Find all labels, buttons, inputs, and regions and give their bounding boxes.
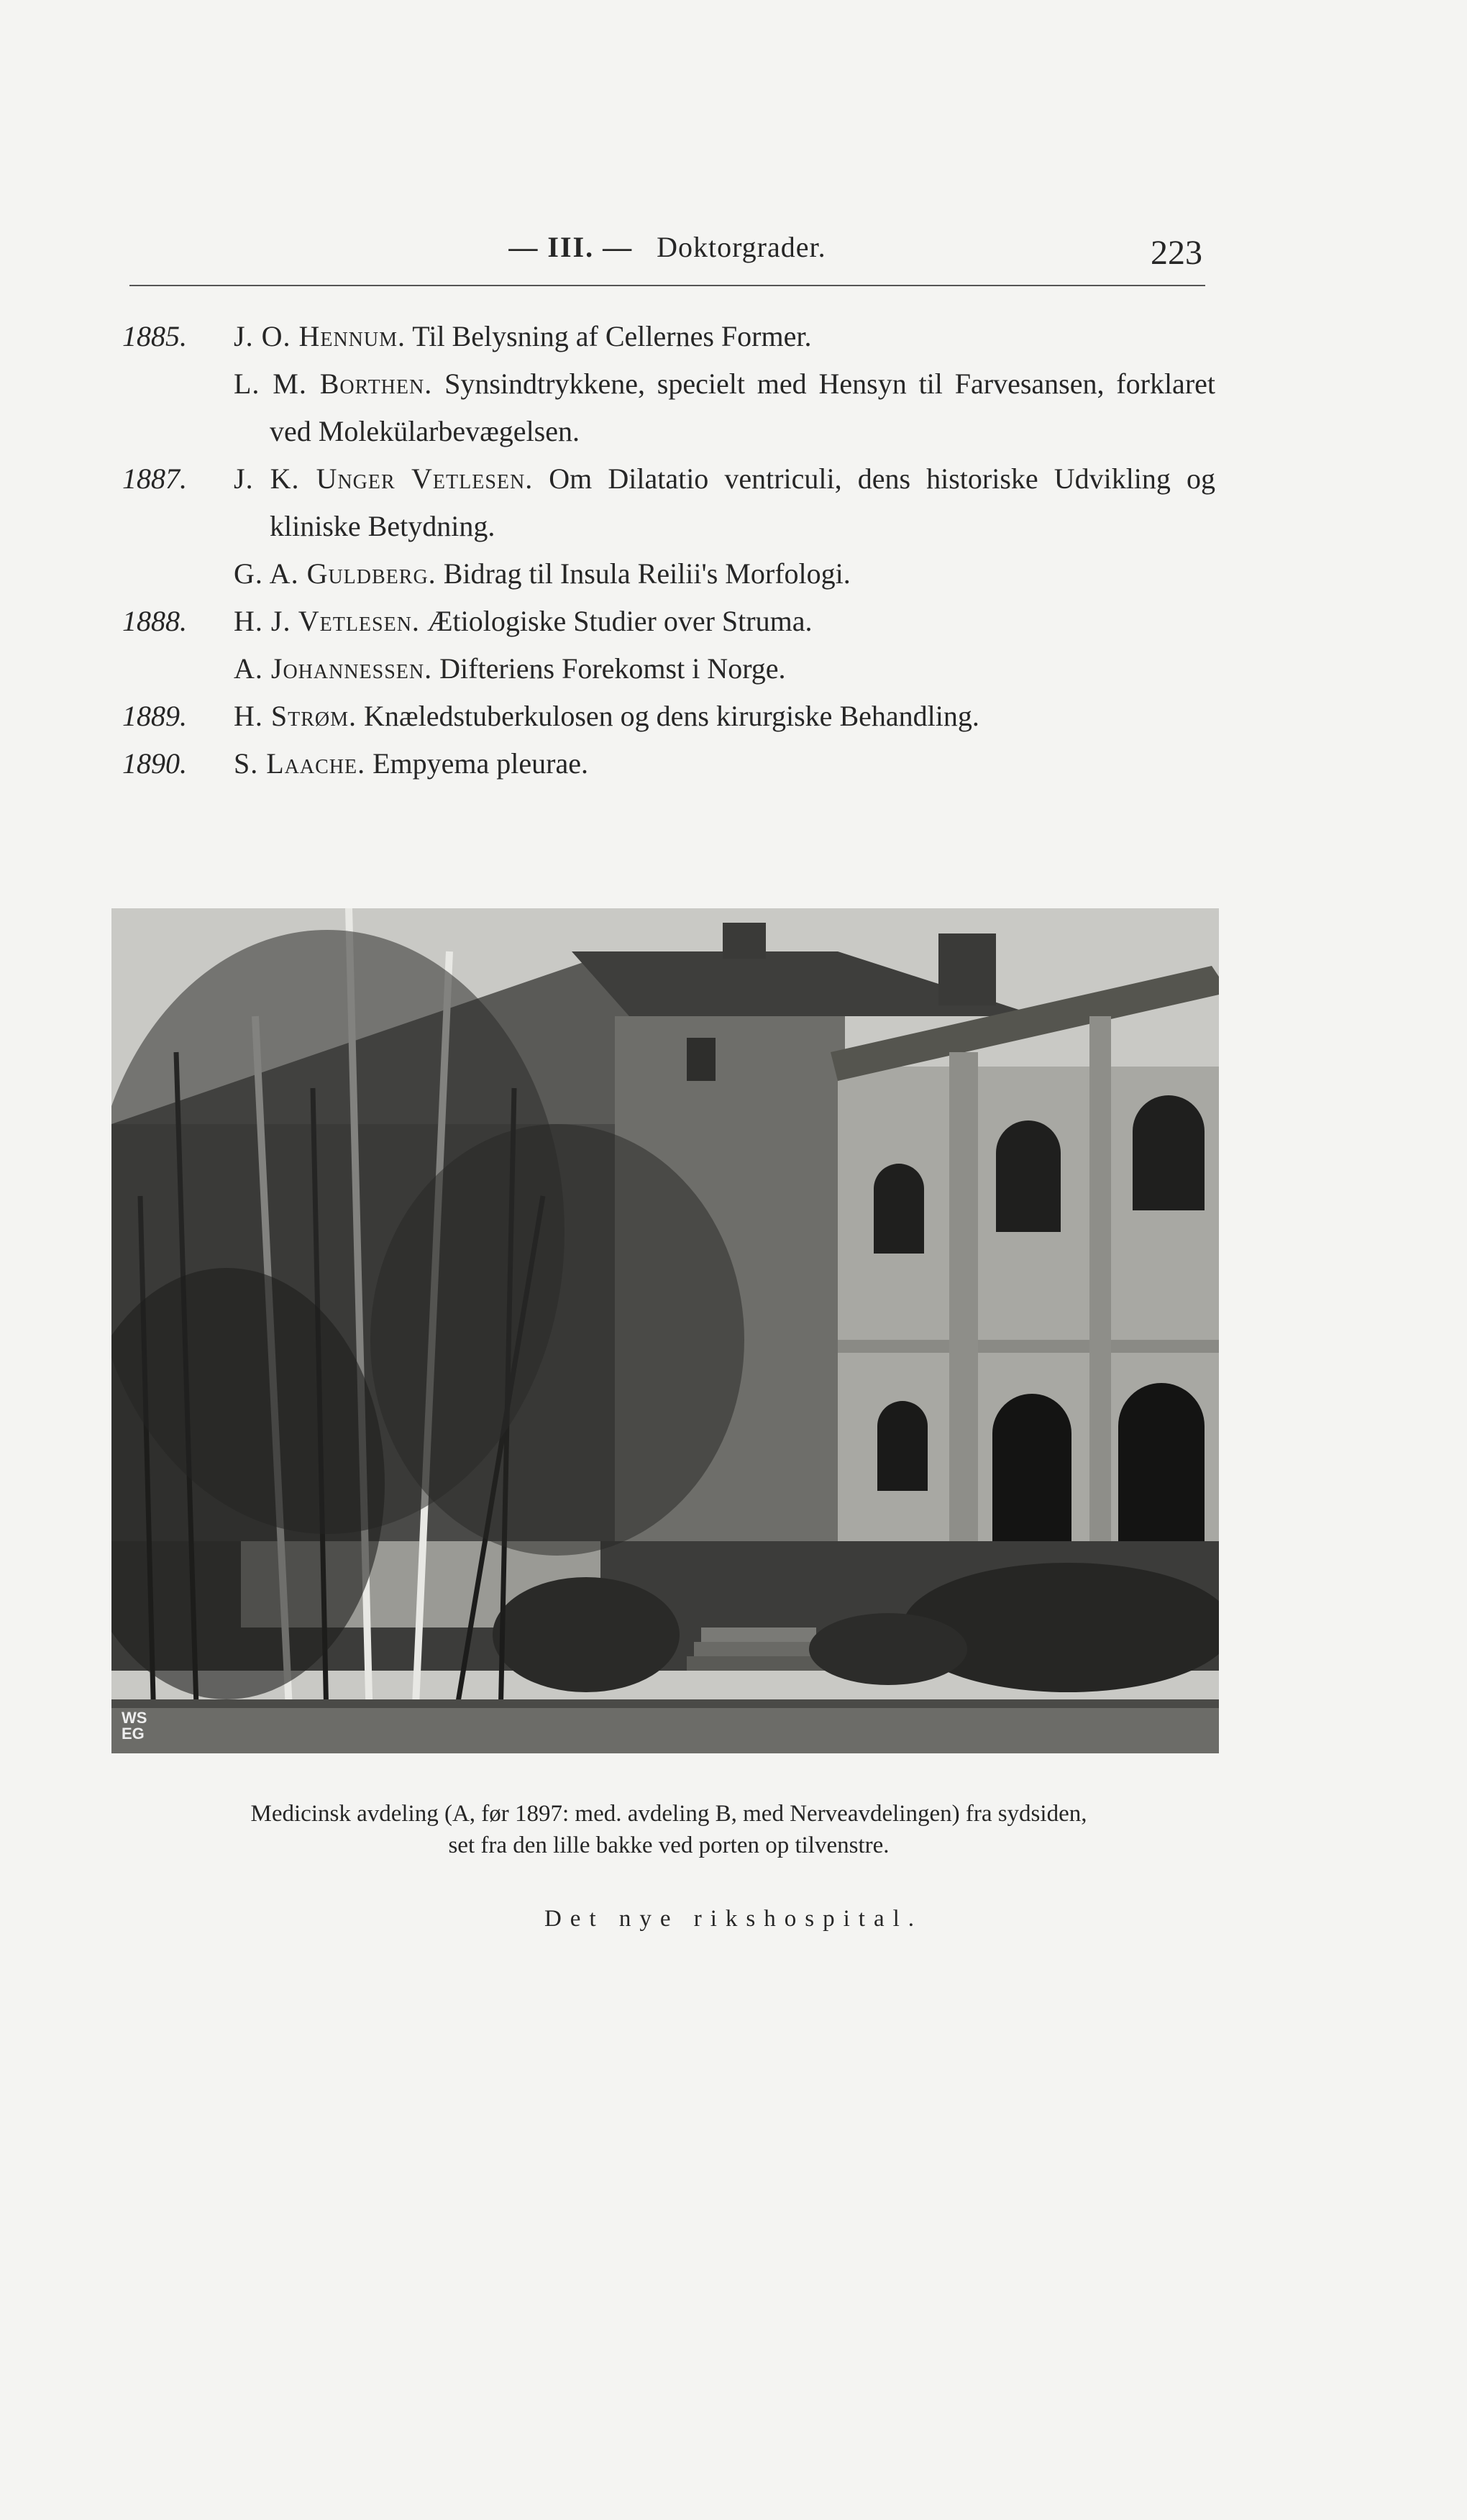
entry-author: J. O. Hennum. — [234, 320, 406, 352]
list-item — [122, 550, 1215, 598]
entry-year: 1888. — [122, 605, 187, 637]
entry-year: 1885. — [122, 320, 187, 352]
list-item — [122, 313, 1215, 360]
section-title: Doktorgrader. — [657, 231, 826, 263]
entry-title: Difteriens Forekomst i Norge. — [439, 652, 786, 685]
entry-author: L. M. Borthen. — [234, 368, 433, 400]
entry-year: 1887. — [122, 462, 187, 495]
photo-credit: Det nye rikshospital. — [544, 1906, 923, 1932]
photographer-monogram: WS EG — [122, 1709, 147, 1743]
entry-title: Til Belysning af Cellernes Former. — [412, 320, 812, 352]
list-item — [122, 740, 1215, 788]
entry-author: H. Strøm. — [234, 700, 357, 732]
caption-line-2: set fra den lille bakke ved porten op tilvenstre. — [448, 1832, 890, 1858]
entry-author: H. J. Vetlesen. — [234, 605, 420, 637]
caption-line-1: Medicinsk avdeling (A, før 1897: med. avdeling B, med Nerveavdelingen) fra sydsiden, — [250, 1801, 1087, 1827]
entry-year: 1889. — [122, 700, 187, 732]
section-number: — III. — — [508, 231, 634, 263]
list-item — [122, 455, 1215, 550]
entry-year: 1890. — [122, 747, 187, 780]
page-number: 223 — [1151, 234, 1202, 272]
list-item — [122, 693, 1215, 740]
list-item — [122, 360, 1215, 455]
header-rule — [129, 285, 1205, 286]
entry-title: Ætiologiske Studier over Struma. — [426, 605, 813, 637]
entry-title: Knæledstuberkulosen og dens kirurgiske Behandling. — [364, 700, 979, 732]
entry-author: J. K. Unger Vetlesen. — [234, 462, 534, 495]
entry-title: Synsindtrykkene, specielt med Hensyn til Farvesansen, forklaret ved Molekülarbevægelsen. — [270, 368, 1215, 447]
doctorate-list — [122, 313, 1215, 788]
photo-caption — [108, 1798, 1230, 1861]
entry-title: Bidrag til Insula Reilii's Morfologi. — [443, 557, 851, 590]
entry-author: A. Johannessen. — [234, 652, 433, 685]
running-head — [129, 222, 1205, 286]
entry-author: G. A. Guldberg. — [234, 557, 437, 590]
list-item — [122, 645, 1215, 693]
hospital-photograph — [111, 908, 1219, 1753]
entry-title: Om Dilatatio ventriculi, dens historiske Udvikling og kliniske Betydning. — [270, 462, 1215, 542]
entry-author: S. Laache. — [234, 747, 366, 780]
list-item — [122, 598, 1215, 645]
building-illustration — [111, 908, 1219, 1753]
entry-title: Empyema pleurae. — [373, 747, 588, 780]
